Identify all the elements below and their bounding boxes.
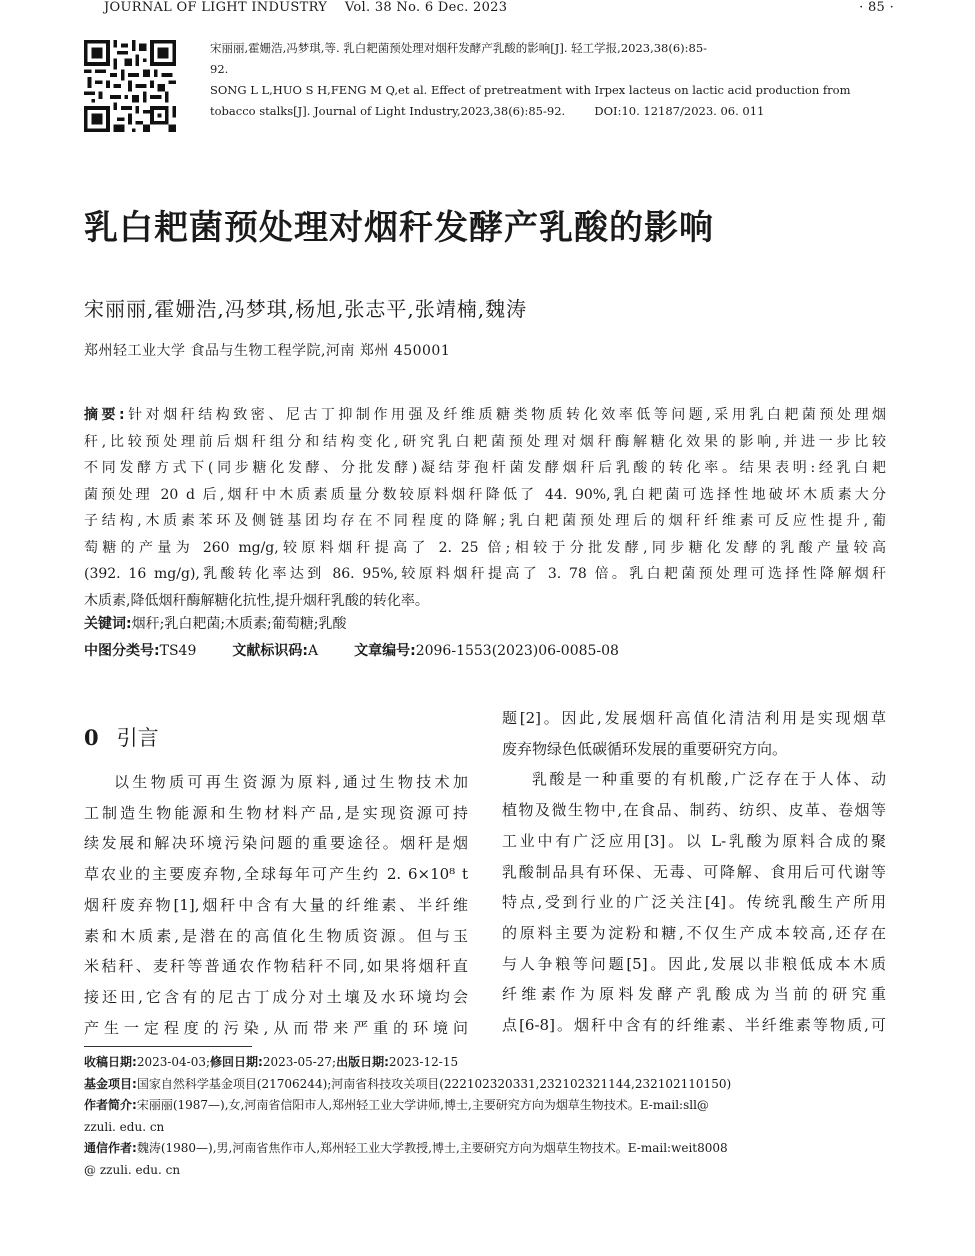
body-line: 乳酸制品具有环保、无毒、可降解、食用后可代谢等	[502, 862, 886, 881]
clc-value: TS49	[159, 643, 197, 659]
body-line: 素和木质素,是潜在的高值化生物质资源。但与玉	[84, 926, 468, 945]
footnote-corresponding-cont: @ zzuli. edu. cn	[84, 1162, 181, 1177]
affiliation: 郑州轻工业大学 食品与生物工程学院,河南 郑州 450001	[84, 343, 451, 359]
left-column	[84, 767, 468, 1043]
running-header	[104, 0, 894, 18]
abstract-line: 秆,比较预处理前后烟秆组分和结构变化,研究乳白耙菌预处理对烟秆酶解糖化效果的影响,并进一步比较	[84, 433, 886, 450]
body-line: 纤维素作为原料发酵产乳酸成为当前的研究重	[502, 985, 886, 1004]
body-line: 以生物质可再生资源为原料,通过生物技术加	[114, 773, 468, 791]
abstract-line: 菌预处理 20 d 后,烟秆中木质素质量分数较原料烟秆降低了 44. 90%,乳白耙菌可选择性地破坏木质素大分	[84, 486, 886, 503]
body-line: 特点,受到行业的广泛关注[4]。传统乳酸生产所用	[502, 893, 886, 912]
footnotes	[84, 1052, 886, 1181]
author-list: 宋丽丽,霍姗浩,冯梦琪,杨旭,张志平,张靖楠,魏涛	[84, 297, 528, 321]
body-line: 工业中有广泛应用[3]。以 L-乳酸为原料合成的聚	[502, 831, 886, 850]
doc-code-value: A	[307, 643, 319, 659]
footnote-divider	[84, 1046, 252, 1047]
body-line: 米秸秆、麦秆等普通农作物秸秆不同,如果将烟秆直	[84, 957, 468, 976]
body-line: 续发展和解决环境污染问题的重要途径。烟秆是烟	[84, 834, 468, 853]
abstract-line: (392. 16 mg/g),乳酸转化率达到 86. 95%,较原料烟秆提高了 3. 78 倍。乳白耙菌预处理可选择性降解烟秆	[84, 566, 886, 582]
body-line: 题[2]。因此,发展烟秆高值化清洁利用是实现烟草	[502, 709, 886, 727]
article-number-label: 文章编号:	[354, 643, 416, 659]
footnote-dates: 收稿日期:2023-04-03;修回日期:2023-05-27;出版日期:2023-12-15	[84, 1055, 459, 1069]
article-number-value: 2096-1553(2023)06-0085-08	[415, 643, 619, 659]
body-line: 乳酸是一种重要的有机酸,广泛存在于人体、动	[532, 770, 886, 789]
journal-info: JOURNAL OF LIGHT INDUSTRY Vol. 38 No. 6 Dec. 2023	[104, 0, 508, 15]
body-line: 工制造生物能源和生物材料产品,是实现资源可持	[84, 803, 468, 822]
body-line: 接还田,它含有的尼古丁成分对土壤及水环境均会	[84, 987, 468, 1006]
body-line: 烟秆废弃物[1],烟秆中含有大量的纤维素、半纤维	[84, 895, 468, 914]
abstract-label: 摘要:	[84, 407, 125, 423]
footnote-funding: 基金项目:国家自然科学基金项目(21706244);河南省科技攻关项目(222102320331,232102321144,232102110150)	[84, 1076, 732, 1091]
page-number: · 85 ·	[859, 0, 894, 15]
citation-line: 92.	[210, 62, 229, 76]
citation-block	[210, 38, 886, 122]
abstract-line: 萄糖的产量为 260 mg/g,较原料烟秆提高了 2. 25 倍;相较于分批发酵,同步糖化发酵的乳酸产量较高	[84, 539, 886, 556]
keywords	[84, 613, 346, 633]
body-line: 植物及微生物中,在食品、制药、纺织、皮革、卷烟等	[502, 801, 886, 820]
clc-label: 中图分类号:	[84, 643, 160, 659]
article-title: 乳白耙菌预处理对烟秆发酵产乳酸的影响	[84, 208, 714, 248]
section-number: 0	[84, 725, 99, 750]
abstract-line: 不同发酵方式下(同步糖化发酵、分批发酵)凝结芽孢杆菌发酵烟秆后乳酸的转化率。结果表明:经乳白耙	[84, 460, 886, 476]
citation-line: SONG L L,HUO S H,FENG M Q,et al. Effect of pretreatment with Irpex lacteus on lactic acid production from	[210, 83, 851, 97]
citation-line: tobacco stalks[J]. Journal of Light Industry,2023,38(6):85-92. DOI:10. 12187/2023. 06. 011	[210, 104, 765, 118]
keywords-text: 烟秆;乳白耙菌;木质素;葡萄糖;乳酸	[131, 616, 347, 632]
abstract	[84, 402, 886, 614]
footnote-author-bio-cont: zzuli. edu. cn	[84, 1119, 165, 1134]
body-line: 废弃物绿色低碳循环发展的重要研究方向。	[502, 739, 788, 758]
abstract-line: 木质素,降低烟秆酶解糖化抗性,提升烟秆乳酸的转化率。	[84, 592, 429, 609]
doc-code-label: 文献标识码:	[232, 643, 308, 659]
citation-line: 宋丽丽,霍姗浩,冯梦琪,等. 乳白耙菌预处理对烟秆发酵产乳酸的影响[J]. 轻工学报,2023,38(6):85-	[210, 41, 708, 55]
abstract-line: 子结构,木质素苯环及侧链基团均存在不同程度的降解;乳白耙菌预处理后的烟秆纤维素可反应性提升,葡	[84, 513, 886, 529]
abstract-line: 摘要:针对烟秆结构致密、尼古丁抑制作用强及纤维质糖类物质转化效率低等问题,采用乳白耙菌预处理烟	[84, 407, 886, 423]
body-line: 产生一定程度的污染,从而带来严重的环境问	[84, 1018, 468, 1037]
body-line: 点[6-8]。烟秆中含有的纤维素、半纤维素等物质,可	[502, 1016, 886, 1035]
classification-line	[84, 640, 619, 660]
body-line: 草农业的主要废弃物,全球每年可产生约 2. 6×10⁸ t	[84, 865, 468, 884]
footnote-author-bio: 作者简介:宋丽丽(1987—),女,河南省信阳市人,郑州轻工业大学讲师,博士,主要研究方向为烟草生物技术。E-mail:sll@	[84, 1098, 709, 1112]
section-heading	[84, 722, 159, 752]
body-line: 的原料主要为淀粉和糖,不仅生产成本较高,还存在	[502, 923, 886, 942]
right-column	[502, 703, 886, 1041]
keywords-label: 关键词:	[84, 616, 132, 632]
section-title: 引言	[116, 726, 159, 750]
body-line: 与人争粮等问题[5]。因此,发展以非粮低成本木质	[502, 954, 886, 973]
qr-code-icon	[84, 40, 176, 132]
footnote-corresponding: 通信作者:魏涛(1980—),男,河南省焦作市人,郑州轻工业大学教授,博士,主要研究方向为烟草生物技术。E-mail:weit8008	[84, 1141, 728, 1155]
